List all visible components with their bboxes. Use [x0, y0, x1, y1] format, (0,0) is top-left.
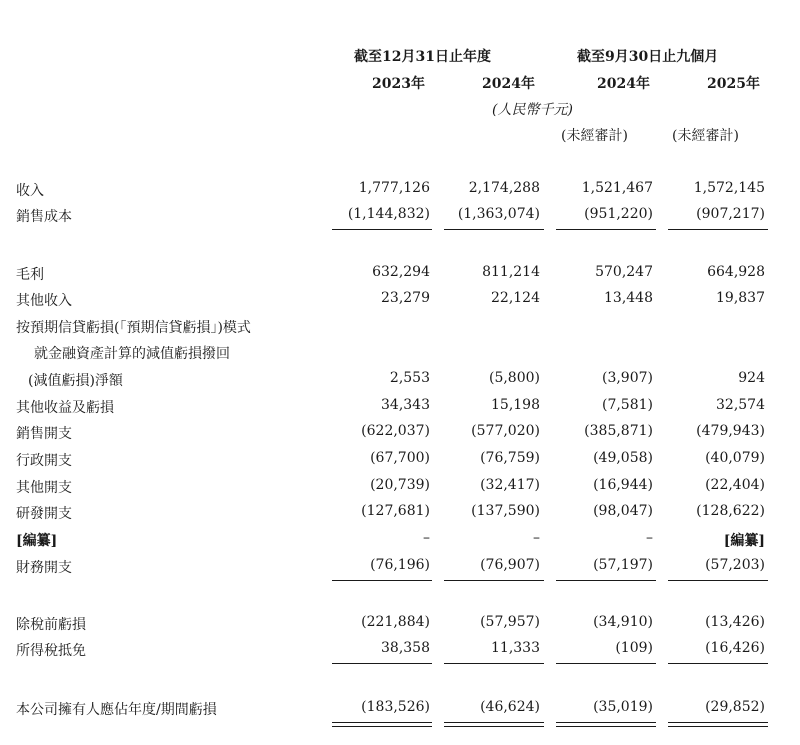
subtotal-rule — [444, 663, 544, 664]
subtotal-rule — [444, 229, 544, 230]
cell-cost-of-sales-2024: (1,363,074) — [457, 206, 540, 222]
cell-loss-attr-2025-nine: (29,852) — [705, 699, 765, 715]
row-label-ecl-line1: 按預期信貸虧損(「預期信貸虧損」)模式 — [16, 320, 251, 336]
cell-selling-2024: (577,020) — [471, 423, 540, 439]
cell-selling-2024-nine: (385,871) — [584, 423, 653, 439]
row-label-other-expenses: 其他開支 — [16, 480, 72, 496]
subtotal-rule — [332, 229, 432, 230]
cell-rd-2025-nine: (128,622) — [696, 503, 765, 519]
subtotal-rule — [332, 580, 432, 581]
cell-loss-attr-2023: (183,526) — [361, 699, 430, 715]
row-label-loss-attributable: 本公司擁有人應佔年度/期間虧損 — [16, 702, 217, 718]
subtotal-rule — [556, 580, 656, 581]
cell-other-gains-2024: 15,198 — [491, 397, 540, 413]
cell-loss-attr-2024-nine: (35,019) — [593, 699, 653, 715]
cell-rd-2023: (127,681) — [361, 503, 430, 519]
cell-ecl-2024: (5,800) — [488, 370, 540, 386]
cell-admin-2024-nine: (49,058) — [593, 450, 653, 466]
total-double-rule — [668, 722, 768, 727]
cell-lbt-2023: (221,884) — [361, 614, 430, 630]
cell-redacted-2023: – — [423, 530, 430, 546]
cell-finance-2024: (76,907) — [480, 557, 540, 573]
row-label-ecl-line2: 就金融資產計算的減值虧損撥回 — [34, 346, 230, 362]
cell-redacted-2024: – — [533, 530, 540, 546]
header-year-2023: 2023年 — [372, 76, 425, 92]
cell-other-income-2024-nine: 13,448 — [604, 290, 653, 306]
cell-ecl-2025-nine: 924 — [738, 370, 765, 386]
cell-finance-2025-nine: (57,203) — [705, 557, 765, 573]
cell-selling-2025-nine: (479,943) — [696, 423, 765, 439]
row-label-gross-profit: 毛利 — [16, 267, 44, 283]
cell-lbt-2024: (57,957) — [480, 614, 540, 630]
header-group-year: 截至12月31日止年度 — [354, 49, 491, 65]
total-double-rule — [444, 722, 544, 727]
cell-loss-attr-2024: (46,624) — [480, 699, 540, 715]
cell-revenue-2025-nine: 1,572,145 — [693, 180, 765, 196]
cell-cost-of-sales-2024-nine: (951,220) — [584, 206, 653, 222]
cell-other-exp-2025-nine: (22,404) — [705, 477, 765, 493]
header-year-2024: 2024年 — [482, 76, 535, 92]
cell-finance-2024-nine: (57,197) — [593, 557, 653, 573]
cell-other-income-2025-nine: 19,837 — [716, 290, 765, 306]
row-label-cost-of-sales: 銷售成本 — [16, 209, 72, 225]
row-label-finance-costs: 財務開支 — [16, 560, 72, 576]
row-label-other-income: 其他收入 — [16, 293, 72, 309]
subtotal-rule — [668, 229, 768, 230]
cell-other-income-2023: 23,279 — [381, 290, 430, 306]
header-unit: (人民幣千元) — [492, 102, 573, 118]
cell-admin-2025-nine: (40,079) — [705, 450, 765, 466]
cell-revenue-2023: 1,777,126 — [358, 180, 430, 196]
subtotal-rule — [556, 663, 656, 664]
total-double-rule — [556, 722, 656, 727]
subtotal-rule — [556, 229, 656, 230]
cell-tax-2024: 11,333 — [491, 640, 540, 656]
total-double-rule — [332, 722, 432, 727]
cell-other-gains-2023: 34,343 — [381, 397, 430, 413]
cell-tax-2025-nine: (16,426) — [705, 640, 765, 656]
cell-other-income-2024: 22,124 — [491, 290, 540, 306]
row-label-loss-before-tax: 除稅前虧損 — [16, 617, 86, 633]
cell-other-exp-2024-nine: (16,944) — [593, 477, 653, 493]
header-unaudited-2025: (未經審計) — [672, 128, 739, 144]
cell-finance-2023: (76,196) — [370, 557, 430, 573]
subtotal-rule — [668, 580, 768, 581]
cell-gross-profit-2025-nine: 664,928 — [707, 264, 765, 280]
row-label-income-tax-credit: 所得稅抵免 — [16, 643, 86, 659]
cell-ecl-2024-nine: (3,907) — [601, 370, 653, 386]
cell-other-exp-2024: (32,417) — [480, 477, 540, 493]
cell-cost-of-sales-2025-nine: (907,217) — [696, 206, 765, 222]
cell-ecl-2023: 2,553 — [389, 370, 430, 386]
cell-admin-2023: (67,700) — [370, 450, 430, 466]
row-label-rd-expenses: 研發開支 — [16, 506, 72, 522]
cell-redacted-2025-nine: [編纂] — [723, 533, 765, 549]
header-year-2025-nine: 2025年 — [707, 76, 760, 92]
cell-other-exp-2023: (20,739) — [370, 477, 430, 493]
cell-other-gains-2024-nine: (7,581) — [601, 397, 653, 413]
cell-selling-2023: (622,037) — [361, 423, 430, 439]
row-label-revenue: 收入 — [16, 183, 44, 199]
subtotal-rule — [332, 663, 432, 664]
header-year-2024-nine: 2024年 — [597, 76, 650, 92]
subtotal-rule — [444, 580, 544, 581]
cell-rd-2024: (137,590) — [471, 503, 540, 519]
subtotal-rule — [668, 663, 768, 664]
cell-lbt-2024-nine: (34,910) — [593, 614, 653, 630]
cell-cost-of-sales-2023: (1,144,832) — [347, 206, 430, 222]
cell-rd-2024-nine: (98,047) — [593, 503, 653, 519]
cell-tax-2023: 38,358 — [381, 640, 430, 656]
header-group-nine-months: 截至9月30日止九個月 — [577, 49, 719, 65]
cell-gross-profit-2024: 811,214 — [482, 264, 540, 280]
row-label-redacted: [編纂] — [16, 533, 58, 549]
header-unaudited-2024: (未經審計) — [561, 128, 628, 144]
cell-other-gains-2025-nine: 32,574 — [716, 397, 765, 413]
cell-revenue-2024: 2,174,288 — [468, 180, 540, 196]
cell-revenue-2024-nine: 1,521,467 — [581, 180, 653, 196]
row-label-selling-expenses: 銷售開支 — [16, 426, 72, 442]
cell-redacted-2024-nine: – — [646, 530, 653, 546]
row-label-ecl-line3: (減值虧損)淨額 — [28, 373, 123, 389]
cell-admin-2024: (76,759) — [480, 450, 540, 466]
row-label-admin-expenses: 行政開支 — [16, 453, 72, 469]
cell-gross-profit-2024-nine: 570,247 — [595, 264, 653, 280]
cell-tax-2024-nine: (109) — [615, 640, 653, 656]
row-label-other-gains-losses: 其他收益及虧損 — [16, 400, 114, 416]
cell-lbt-2025-nine: (13,426) — [705, 614, 765, 630]
cell-gross-profit-2023: 632,294 — [372, 264, 430, 280]
